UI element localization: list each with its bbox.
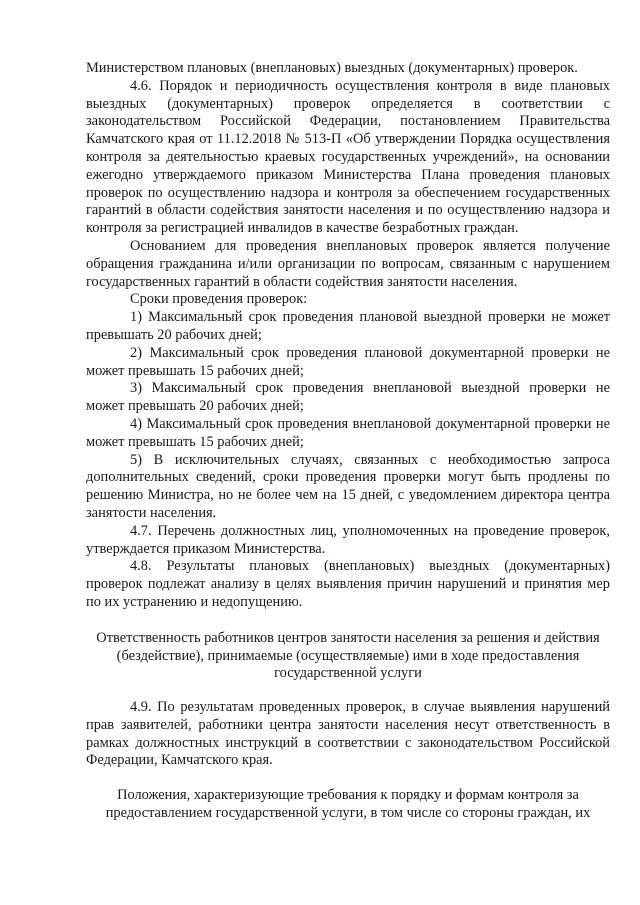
paragraph-continuation: Министерством плановых (внеплановых) выездных (документарных) проверок. — [86, 60, 578, 76]
spacer — [86, 683, 610, 699]
spacer — [86, 770, 610, 787]
list-item-4: 4) Максимальный срок проведения внеплановой документарной проверки не может превышать 15 рабочих дней; — [86, 415, 610, 450]
paragraph-terms-title: Сроки проведения проверок: — [130, 291, 308, 308]
list-item-3: 3) Максимальный срок проведения внеплановой выездной проверки не может превышать 20 рабочих дней; — [86, 380, 610, 415]
list-item-5: 5) В исключительных случаях, связанных с необходимостью запроса дополнительных сведений, сроки проведения проверки могут быть продлены по решению Министра, но не более чем на 15 дней, с уведомлением директора центра занятости населения. — [86, 451, 610, 521]
list-item-1: 1) Максимальный срок проведения плановой выездной проверки не может превышать 20 рабочих дней; — [86, 309, 610, 343]
list-item-2: 2) Максимальный срок проведения плановой документарной проверки не может превышать 15 рабочих дней; — [86, 344, 610, 379]
paragraph-4-8: 4.8. Результаты плановых (внеплановых) выездных (документарных) проверок подлежат анализу в целях выявления причин нарушений и принятия мер по их устранению и недопущению. — [86, 558, 610, 610]
paragraph-unscheduled-basis: Основанием для проведения внеплановых проверок является получение обращения гражданина и/или организации по вопросам, связанным с нарушением государственных гарантий в области содействия занятости населения. — [86, 237, 610, 290]
document-page — [86, 60, 610, 823]
paragraph-4-9: 4.9. По результатам проведенных проверок, в случае выявления нарушений прав заявителей, работники центра занятости населения несут ответственность в рамках должностных инструкций в соответствии с законодательством Российской Федерации, Камчатского края. — [86, 699, 610, 769]
spacer — [86, 612, 610, 630]
paragraph-4-7: 4.7. Перечень должностных лиц, уполномоченных на проведение проверок, утверждается приказом Министерства. — [86, 522, 610, 557]
section-heading-responsibility: Ответственность работников центров занятости населения за решения и действия (бездействие), принимаемые (осуществляемые) ими в ходе предоставления государственной услуги — [96, 629, 600, 682]
paragraph-4-6: 4.6. Порядок и периодичность осуществления контроля в виде плановых выездных (документарных) проверок определяется в соответствии с законодательством Российской Федерации, постановлением Правительства Камчатского края от 11.12.2018 № 513-П «Об утверждении Порядка осуществления контроля за деятельностью краевых государственных учреждений», на основании ежегодно утверждаемого приказом Министерства Плана проведения плановых проверок по осуществлению надзора и контроля за обеспечением государственных гарантий в области содействия занятости населения и по осуществлению надзора и контроля за регистрацией инвалидов в качестве безработных граждан. — [86, 77, 610, 237]
section-heading-provisions: Положения, характеризующие требования к порядку и формам контроля за предоставлением государственной услуги, в том числе со стороны граждан, их — [105, 787, 591, 822]
